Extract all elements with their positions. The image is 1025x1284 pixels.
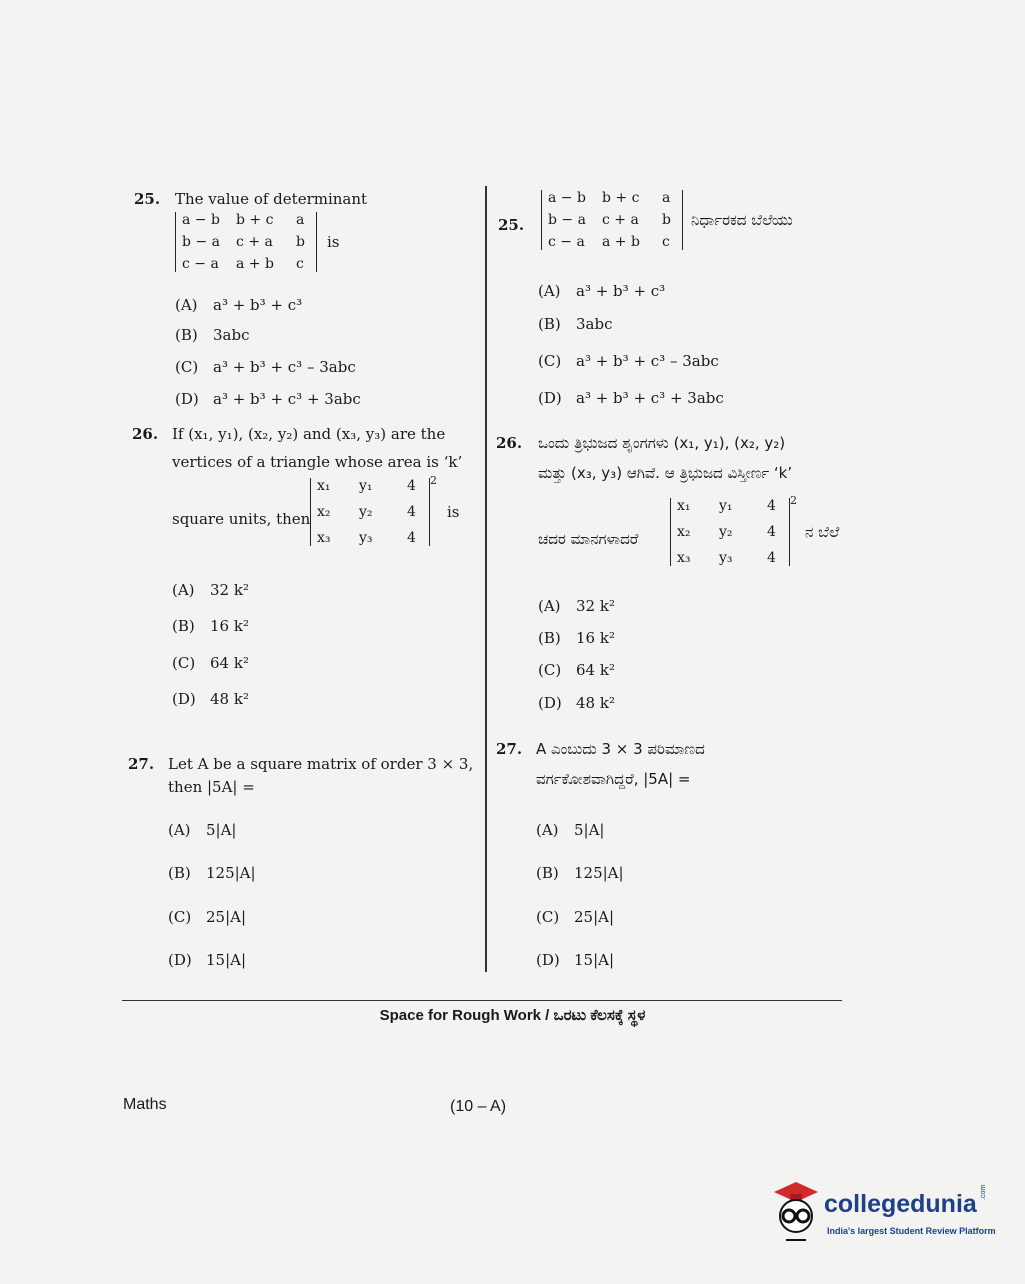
matrix-cell: x₃	[677, 550, 691, 566]
left-q25-text: The value of determinant	[175, 190, 368, 208]
right-q26-suffix: ನ ಬೆಲೆ	[805, 523, 840, 541]
left-q26-option-d[interactable]: (D) 48 k²	[172, 690, 249, 708]
matrix-cell: 4	[407, 478, 416, 494]
left-q26-power: 2	[430, 474, 437, 487]
matrix-cell: b	[662, 212, 671, 228]
right-q27-option-a[interactable]: (A) 5|A|	[536, 821, 605, 839]
determinant-matrix	[175, 212, 317, 272]
matrix-cell: 4	[767, 498, 776, 514]
matrix-cell: y₃	[359, 530, 373, 546]
right-q25-option-b[interactable]: (B) 3abc	[538, 315, 613, 333]
matrix-cell: 4	[767, 524, 776, 540]
left-q27-option-a[interactable]: (A) 5|A|	[168, 821, 237, 839]
left-q25-option-a[interactable]: (A) a³ + b³ + c³	[175, 296, 303, 314]
matrix-cell: y₂	[359, 504, 373, 520]
right-q26-option-d[interactable]: (D) 48 k²	[538, 694, 615, 712]
left-q25-suffix: is	[327, 233, 340, 251]
brand-tld: .com	[980, 1184, 987, 1200]
matrix-cell: b − a	[182, 234, 220, 250]
right-q25-option-a[interactable]: (A) a³ + b³ + c³	[538, 282, 666, 300]
left-q25-option-c[interactable]: (C) a³ + b³ + c³ – 3abc	[175, 358, 356, 376]
matrix-cell: b − a	[548, 212, 586, 228]
matrix-cell: y₁	[359, 478, 373, 494]
right-q25-option-c[interactable]: (C) a³ + b³ + c³ – 3abc	[538, 352, 719, 370]
matrix-cell: a + b	[236, 256, 274, 272]
left-q25-option-d[interactable]: (D) a³ + b³ + c³ + 3abc	[175, 390, 361, 408]
right-q26-line1: ಒಂದು ತ್ರಿಭುಜದ ಶೃಂಗಗಳು (x₁, y₁), (x₂, y₂)	[538, 434, 786, 452]
right-q26-number: 26.	[496, 434, 523, 452]
left-q26-line2: vertices of a triangle whose area is ‘k’	[172, 453, 463, 471]
left-q27-number: 27.	[128, 755, 155, 773]
matrix-cell: 4	[407, 504, 416, 520]
matrix-cell: c − a	[548, 234, 585, 250]
left-q27-option-b[interactable]: (B) 125|A|	[168, 864, 256, 882]
right-q27-number: 27.	[496, 740, 523, 758]
determinant-matrix	[541, 190, 683, 250]
rough-work-label: Space for Rough Work / ಒರಟು ಕೆಲಸಕ್ಕೆ ಸ್ಥಳ	[379, 1007, 646, 1024]
matrix-cell: c + a	[236, 234, 273, 250]
matrix-cell: b + c	[602, 190, 640, 206]
left-q25-number: 25.	[134, 190, 161, 208]
matrix-cell: c	[662, 234, 670, 250]
matrix-cell: x₂	[317, 504, 331, 520]
matrix-cell: b + c	[236, 212, 274, 228]
left-q26-number: 26.	[132, 425, 159, 443]
left-q25-determinant	[175, 212, 340, 272]
right-q25-determinant	[541, 190, 793, 250]
brand-name: collegedunia	[824, 1190, 977, 1218]
left-q25-option-b[interactable]: (B) 3abc	[175, 326, 250, 344]
left-q26-determinant	[310, 474, 460, 546]
matrix-cell: y₂	[719, 524, 733, 540]
matrix-cell: a − b	[548, 190, 586, 206]
matrix-cell: a	[662, 190, 671, 206]
right-q25-number: 25.	[498, 216, 525, 234]
matrix-cell: a − b	[182, 212, 220, 228]
matrix-cell: y₁	[719, 498, 733, 514]
collegedunia-logo-icon	[770, 1180, 820, 1246]
right-q26-option-c[interactable]: (C) 64 k²	[538, 661, 615, 679]
right-q26-option-b[interactable]: (B) 16 k²	[538, 629, 615, 647]
matrix-cell: x₁	[317, 478, 331, 494]
determinant-matrix	[670, 498, 790, 566]
left-q27-option-d[interactable]: (D) 15|A|	[168, 951, 247, 969]
right-q26-power: 2	[790, 494, 797, 507]
right-q26-determinant	[670, 494, 840, 566]
brand-tagline: India's largest Student Review Platform	[827, 1226, 996, 1236]
matrix-cell: a + b	[602, 234, 640, 250]
left-q27-option-c[interactable]: (C) 25|A|	[168, 908, 247, 926]
right-q27-option-d[interactable]: (D) 15|A|	[536, 951, 615, 969]
right-q25-option-d[interactable]: (D) a³ + b³ + c³ + 3abc	[538, 389, 724, 407]
matrix-cell: c − a	[182, 256, 219, 272]
right-q27-line1: A ಎಂಬುದು 3 × 3 ಪರಿಮಾಣದ	[536, 740, 705, 758]
right-q27-option-c[interactable]: (C) 25|A|	[536, 908, 615, 926]
right-q26-option-a[interactable]: (A) 32 k²	[538, 597, 615, 615]
right-q27-line2: ವರ್ಗಕೋಶವಾಗಿದ್ದರೆ, |5A| =	[536, 770, 691, 788]
determinant-matrix	[310, 478, 430, 546]
matrix-cell: x₂	[677, 524, 691, 540]
matrix-cell: a	[296, 212, 305, 228]
matrix-cell: y₃	[719, 550, 733, 566]
matrix-cell: x₃	[317, 530, 331, 546]
subject-label: Maths	[123, 1096, 167, 1113]
matrix-cell: 4	[767, 550, 776, 566]
left-q26-line1: If (x₁, y₁), (x₂, y₂) and (x₃, y₃) are the	[172, 425, 446, 443]
left-q27-line1: Let A be a square matrix of order 3 × 3,	[168, 755, 474, 773]
matrix-cell: b	[296, 234, 305, 250]
left-q27-line2: then |5A| =	[168, 778, 255, 796]
left-q26-option-c[interactable]: (C) 64 k²	[172, 654, 249, 672]
matrix-cell: c	[296, 256, 304, 272]
left-q26-suffix: is	[447, 503, 460, 521]
footer-divider	[122, 1000, 842, 1001]
matrix-cell: 4	[407, 530, 416, 546]
left-q26-option-b[interactable]: (B) 16 k²	[172, 617, 249, 635]
matrix-cell: c + a	[602, 212, 639, 228]
matrix-cell: x₁	[677, 498, 691, 514]
page-number: (10 – A)	[450, 1098, 507, 1115]
left-q26-prefix: square units, then	[172, 510, 311, 528]
right-q26-prefix: ಚದರ ಮಾನಗಳಾದರೆ	[538, 530, 639, 548]
column-divider	[485, 186, 487, 972]
right-q26-line2: ಮತ್ತು (x₃, y₃) ಆಗಿವೆ. ಆ ತ್ರಿಭುಜದ ವಿಸ್ತೀರ್ಣ ‘k’	[538, 464, 793, 482]
right-q27-option-b[interactable]: (B) 125|A|	[536, 864, 624, 882]
left-q26-option-a[interactable]: (A) 32 k²	[172, 581, 249, 599]
right-q25-suffix: ನಿರ್ಧಾರಕದ ಬೆಲೆಯು	[691, 211, 793, 229]
